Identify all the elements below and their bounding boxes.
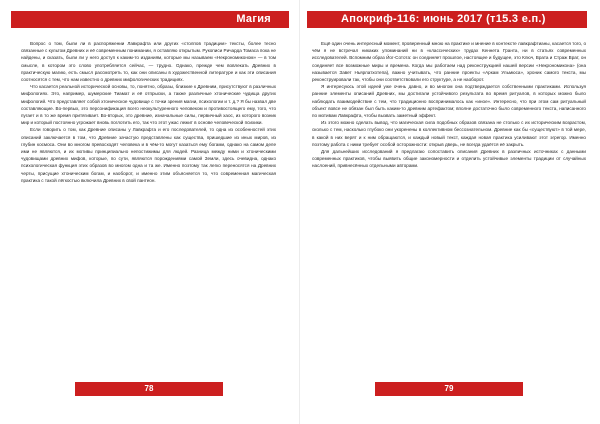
right-page bbox=[300, 0, 600, 424]
paragraph: Если говорить о том, как Древние описаны у Лавкрафта и его последователей, то одна из особенностей этих описаний заключается в том, что Древние зачастую представлены как существа, пришедшие из иных миров, из глубин космоса. Они во многом превосходят человека и в чём-то могут казаться ему богами, однако на самом деле ими не являются, и их мотивы принципиально непостижимы для людей. Разница между ними и хтоническими чудовищами древних мифов, которые, по сути, являются порождениями самой Земли, здесь очевидна, однако психологическая функция этих образов во многом одна и та же. Именно поэтому так легко переносятся на Древних черты, присущие хтоническим богам, и наоборот, и именно этим объясняется то, что современная магическая практика с такой лёгкостью включила Древних в свой пантеон. bbox=[21, 127, 276, 183]
paragraph: Вопрос о том, были ли в распоряжении Лавкрафта или других «столпов традиции» тексты, более тесно связанные с культом Древних и её современным понимании, я оставляю открытым. Рукописи Ричарда Томаса пока не найдены, и сказать, были ли у него доступ к каким-то изданиям, которые мы называем «Некрономиконом» — в том смысле, в котором это слово употребляется сейчас, — трудно. Однако, прежде чем вовлекать Древних в практическую магию, есть смысл рассмотреть то, как они описаны в художественной литературе и как эти описания соотносятся с тем, что нам известно о древних мифологических традициях. bbox=[21, 41, 276, 83]
paragraph: Для дальнейших исследований я предлагаю сопоставить описания Древних в различных источниках с данными современных практиков, чтобы выявить общие закономерности и отделить устойчивые элементы традиции от случайных наслоений, привнесённых отдельными авторами. bbox=[312, 149, 586, 169]
paragraph: Что касается реальной исторической основы, то, понятно, образы, близкие к Древним, присутствуют в различных мифологиях. Это, например, шумерские Тиамат и её отпрыски, а также различные хтонические чудища других мифологий. Что представляет собой хтоническое чудовище с точки зрения магии, психологии и т. д.? Я бы назвал две составляющие. Во-первых, это персонификация всего неокультуренного человеком и противостоящего ему, того, что пугает и в то же время притягивает. Во-вторых, это древние, изначальные силы, первичный хаос, из которого возник мир и который постоянно угрожает вновь поглотить его, так что этот ужас лежит в основе человеческой психики. bbox=[21, 84, 276, 126]
left-body-text bbox=[21, 40, 276, 374]
left-section-title: Магия bbox=[236, 13, 271, 25]
right-page-number: 79 bbox=[444, 384, 454, 393]
left-page-number: 78 bbox=[144, 384, 154, 393]
left-footer-bar bbox=[75, 382, 223, 396]
right-body-text bbox=[312, 40, 586, 374]
paragraph: Из этого можно сделать вывод, что магическая сила подобных образов связана не столько с их историческим возрастом, сколько с тем, насколько глубоко они укоренены в коллективном бессознательном. Древние как бы «существуют» в той мере, в какой в них верят и к ним обращаются, и каждый новый текст, каждая новая практика усиливают этот эгрегор. Именно поэтому работа с ними требует особой осторожности: открыв дверь, не всегда удаётся её закрыть. bbox=[312, 120, 586, 147]
paragraph: Я интересуюсь этой идеей уже очень давно, и во многом она подтверждается собственными практиками. Используя ранние элементы описаний Древних, мы достигали устойчивого результата во время ритуалов, в которых можно было наблюдать взаимодействие с тем, что традиционно воспринималось как «иное». Интересно, что при этом сам ритуальный объект вовсе не обязан был быть каким-то древним артефактом; вполне достаточно было современного текста, написанного по мотивам Лавкрафта, чтобы вызвать заметный эффект. bbox=[312, 84, 586, 119]
paragraph: Ещё один очень интересный момент, проверенный мною на практике и мнение в контексте лавкрафтианы, касается того, о чём я не встречал никаких упоминаний ни в «классических» трудах Кеннета Гранта, ни в статьях современных исследователей. Вспомним образ Йог-Сотота: он соединяет прошлое, настоящее и будущее, это Ключ, Врата и Страж Врат, он соединяет все возможные миры и времена. Когда мы работаем над реконструкцией нашей версии «Некрономикона» (она называется Завет Ньярлатхотепа), важно учитывать, что ранние проекты «Аркам Ульмюса», хроник самого текста, мы реконструировали так, чтобы они соответствовали его структуре, а не наоборот. bbox=[312, 41, 586, 83]
right-header-bar bbox=[307, 11, 587, 28]
right-issue-title: Апокриф-116: июнь 2017 (т15.3 е.п.) bbox=[341, 13, 546, 25]
right-footer-bar bbox=[375, 382, 523, 396]
left-header-bar bbox=[11, 11, 289, 28]
